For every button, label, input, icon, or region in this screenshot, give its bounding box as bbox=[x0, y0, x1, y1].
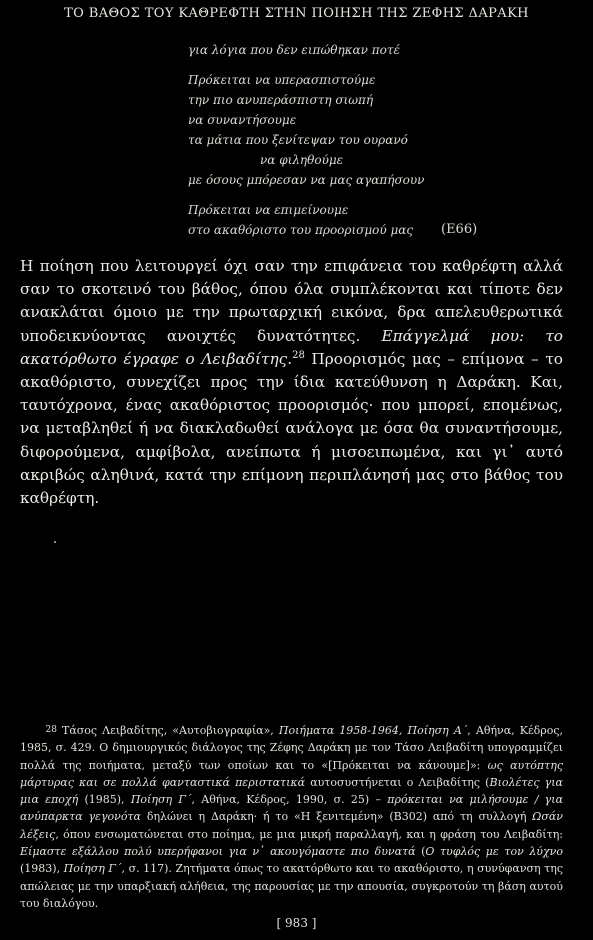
footnote-text: δηλώνει η Δαράκη· ή το «Η ξενιτεμένη» (Β302) από τη συλλογή bbox=[141, 810, 533, 824]
footnote-italic: Ποίηση Γ΄ bbox=[130, 793, 192, 807]
footnote-italic: Είμαστε εξάλλου πολύ υπερήφανοι για ν᾽ ακουγόμαστε πιο δυνατά bbox=[20, 845, 416, 859]
footnote-text: , Αθήνα, Κέδρος, 1990, σ. 25) – bbox=[191, 793, 388, 807]
footnote-italic: Ποίηση Γ΄ bbox=[63, 862, 122, 876]
poem-line: Πρόκειται να υπερασπιστούμε bbox=[188, 73, 376, 87]
footnote-28 bbox=[20, 722, 563, 912]
footnote-text: , Αθήνα, Κέδρος, 1985, σ. 429. Ο δημιουργικός διάλογος της Ζέφης Δαράκη με τον Τάσο Λειβαδίτη υπογραμμίζει πολλά της ποιήματα, μεταξύ των οποίων και το «[Πρόκειται να κάνουμε]»: bbox=[20, 724, 564, 772]
body-text-part: Η ποίηση που λειτουργεί όχι σαν την επιφάνεια του καθρέφτη αλλά σαν το σκοτεινό του βάθος, όπου όλα συμπλέκονται και τίποτε δεν ανακλάται όμοιο με την πρωταρχική εικόνα, δρα απελευθερωτικά υποδεικνύοντας ανοιχτές δυνατότητες. bbox=[20, 257, 563, 345]
poem-line: την πιο ανυπεράσπιστη σιωπή bbox=[188, 93, 374, 107]
running-header: ΤΟ ΒΑΘΟΣ ΤΟΥ ΚΑΘΡΕΦΤΗ ΣΤΗΝ ΠΟΙΗΣΗ ΤΗΣ ΖΕΦΗΣ ΔΑΡΑΚΗ bbox=[64, 6, 529, 21]
poem-reference: (Ε66) bbox=[441, 222, 478, 237]
poem-line: για λόγια που δεν ειπώθηκαν ποτέ bbox=[188, 43, 400, 57]
footnote-text: Τάσος Λειβαδίτης, «Αυτοβιογραφία», bbox=[56, 724, 279, 737]
page-number: [ 983 ] bbox=[276, 916, 317, 930]
footnote-text: ( bbox=[415, 845, 426, 859]
poem-line: τα μάτια που ξενίτεψαν του ουρανό bbox=[188, 133, 408, 147]
footnote-text: (1983), bbox=[20, 862, 64, 876]
footnote-italic: Ο τυφλός με τον λύχνο bbox=[425, 845, 563, 859]
footnote-text: αυτοσυστήνεται ο Λειβαδίτης ( bbox=[305, 775, 490, 789]
footnote-italic: Ποιήματα 1958-1964, Ποίηση Α΄ bbox=[278, 724, 468, 737]
footnote-italic: ως αυτόπτης μάρτυρας και σε πολλά φανταστικά περιστατικά bbox=[20, 758, 563, 789]
poem-line: με όσους μπόρεσαν να μας αγαπήσουν bbox=[188, 173, 425, 187]
body-quote: Επάγγελμά μου: το ακατόρθωτο έγραφε ο Λειβαδίτης. bbox=[20, 326, 564, 368]
stray-dot bbox=[54, 541, 56, 543]
poem-quotation bbox=[188, 40, 548, 240]
poem-line-last bbox=[188, 220, 548, 240]
poem-line: Πρόκειται να επιμείνουμε bbox=[188, 203, 349, 217]
body-text-part: Προορισμός μας – επίμονα – το ακαθόριστο, συνεχίζει προς την ίδια κατεύθυνση η Δαράκη. Και, ταυτόχρονα, ένας ακαθόριστος προορισμός· που μπορεί, επομένως, να μεταβληθεί ή να διακλαδωθεί ανάλογα με όσα θα συναντήσουμε, διφορούμενα, αμφίβολα, ανείπωτα ή μισοειπωμένα, και γι᾽ αυτό ακριβώς αληθινά, κατά την επίμονη περιπλάνησή μας στο βάθος του καθρέφτη. bbox=[20, 349, 563, 508]
footnote-italic: πρόκειται να μιλήσουμε / για ανύπαρκτα γεγονότα bbox=[20, 793, 563, 824]
footnote-text: (1985), bbox=[78, 793, 131, 807]
footnote-text: , όπου ενσωματώνεται στο ποίημα, με μια μικρή παραλλαγή, και η φράση του Λειβαδίτη: bbox=[55, 827, 563, 841]
footnote-italic: Ωσάν λέξεις bbox=[20, 810, 563, 841]
poem-line: να συναντήσουμε bbox=[188, 113, 297, 127]
body-paragraph bbox=[20, 255, 563, 510]
poem-line: στο ακαθόριστο του προορισμού μας bbox=[188, 223, 414, 237]
poem-line: να φιληθούμε bbox=[260, 153, 344, 167]
footnote-number: 28 bbox=[45, 725, 57, 735]
footnote-italic: Βιολέτες για μια εποχή bbox=[20, 775, 563, 807]
footnote-ref[interactable]: 28 bbox=[292, 349, 305, 361]
footnote-text: , σ. 117). Ζητήματα όπως το ακατόρθωτο και το ακαθόριστο, η συνύφανση της απώλειας με την υπαρξιακή αλήθεια, της παρουσίας με την απουσία, συγκροτούν τη βάση αυτού του διαλόγου. bbox=[20, 862, 563, 910]
